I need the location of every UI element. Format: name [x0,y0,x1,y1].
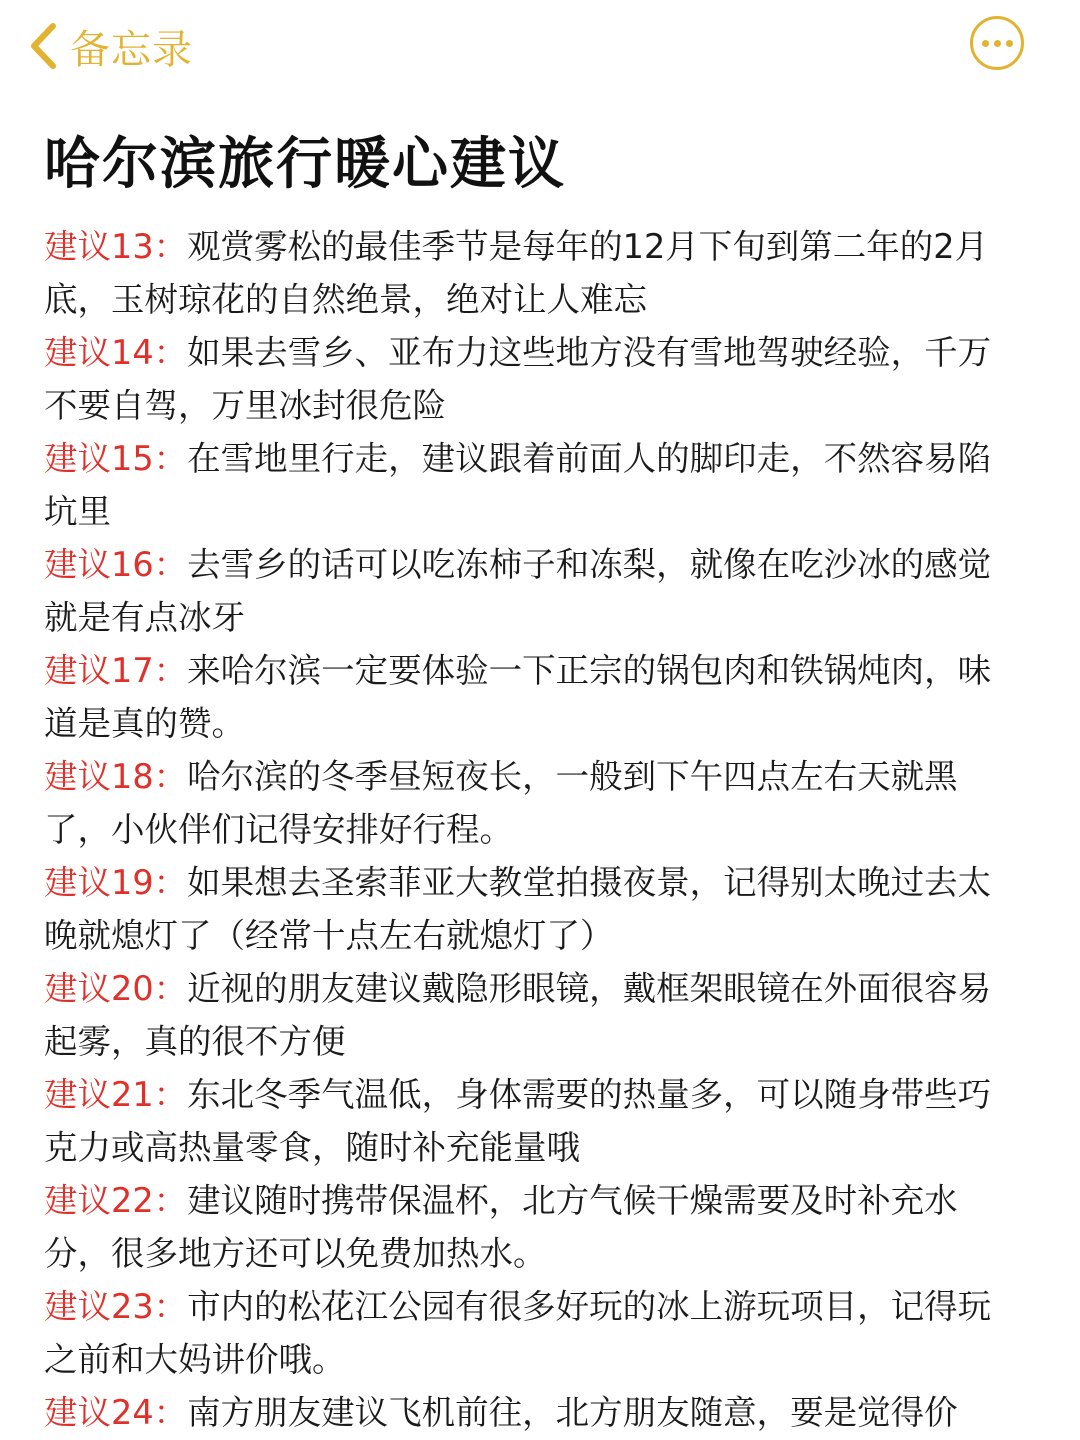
suggestion-label: 建议19： [44,863,188,902]
back-button[interactable] [28,18,193,74]
suggestion-item [44,1174,1019,1280]
more-options-button[interactable] [970,16,1024,70]
suggestion-text: 来哈尔滨一定要体验一下正宗的锅包肉和铁锅炖肉，味道是真的赞。 [44,651,992,743]
suggestion-item [44,856,1019,962]
ellipsis-dot [994,40,1001,47]
suggestion-label: 建议17： [44,651,188,690]
back-label: 备忘录 [70,26,193,73]
chevron-left-icon [28,22,58,70]
suggestion-item [44,1068,1019,1174]
suggestion-label: 建议18： [44,757,188,796]
suggestion-text: 建议随时携带保温杯，北方气候干燥需要及时补充水分，很多地方还可以免费加热水。 [44,1181,958,1273]
suggestion-item [44,432,1019,538]
note-title: 哈尔滨旅行暖心建议 [44,132,566,197]
suggestion-label: 建议15： [44,439,188,478]
suggestion-text: 去雪乡的话可以吃冻柿子和冻梨，就像在吃沙冰的感觉就是有点冰牙 [44,545,992,637]
suggestion-item [44,326,1019,432]
suggestion-label: 建议21： [44,1075,188,1114]
suggestion-item [44,644,1019,750]
suggestion-item [44,750,1019,856]
suggestion-label: 建议20： [44,969,188,1008]
suggestion-item [44,962,1019,1068]
suggestion-label: 建议16： [44,545,188,584]
suggestion-list [44,220,1019,1439]
suggestion-text: 在雪地里行走，建议跟着前面人的脚印走，不然容易陷坑里 [44,439,992,531]
suggestion-label: 建议13： [44,227,188,266]
suggestion-label: 建议23： [44,1287,188,1326]
suggestion-text: 观赏雾松的最佳季节是每年的12月下旬到第二年的2月底，玉树琼花的自然绝景，绝对让人难忘 [44,227,989,319]
suggestion-text: 如果想去圣索菲亚大教堂拍摄夜景，记得别太晚过去太晚就熄灯了（经常十点左右就熄灯了） [44,863,992,955]
suggestion-item [44,1280,1019,1386]
suggestion-text: 南方朋友建议飞机前往，北方朋友随意，要是觉得价 [187,1393,958,1432]
suggestion-text: 如果去雪乡、亚布力这些地方没有雪地驾驶经验，千万不要自驾，万里冰封很危险 [44,333,992,425]
suggestion-label: 建议22： [44,1181,188,1220]
suggestion-item [44,220,1019,326]
ellipsis-dot [1006,40,1013,47]
navigation-bar [0,0,1080,95]
ellipsis-dot [982,40,989,47]
suggestion-item [44,1386,1019,1439]
suggestion-item [44,538,1019,644]
suggestion-text: 哈尔滨的冬季昼短夜长，一般到下午四点左右天就黑了，小伙伴们记得安排好行程。 [44,757,958,849]
suggestion-text: 近视的朋友建议戴隐形眼镜，戴框架眼镜在外面很容易起雾，真的很不方便 [44,969,992,1061]
suggestion-label: 建议24： [44,1393,188,1432]
suggestion-text: 东北冬季气温低，身体需要的热量多，可以随身带些巧克力或高热量零食，随时补充能量哦 [44,1075,992,1167]
suggestion-text: 市内的松花江公园有很多好玩的冰上游玩项目，记得玩之前和大妈讲价哦。 [44,1287,992,1379]
suggestion-label: 建议14： [44,333,188,372]
